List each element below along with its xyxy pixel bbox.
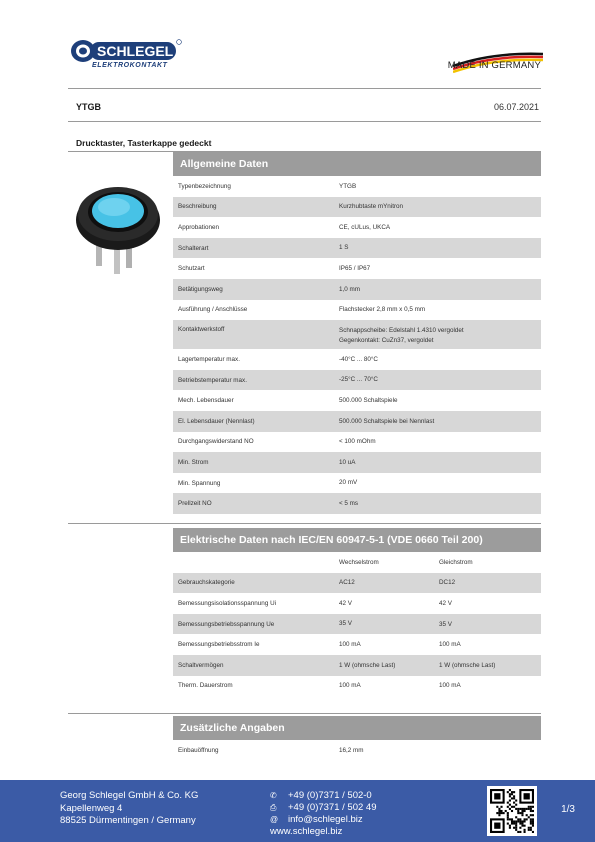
table-row [173, 573, 541, 594]
phone-number[interactable]: +49 (0)7371 / 502-0 [288, 790, 372, 801]
electrical-data-table [173, 552, 541, 696]
row-value: 16,2 mm [339, 746, 364, 754]
row-value-dc: 100 mA [439, 682, 461, 690]
table-row [173, 238, 541, 259]
header-rule [68, 88, 541, 89]
table-row [173, 217, 541, 238]
fax-number: +49 (0)7371 / 502 49 [288, 802, 377, 813]
row-value [333, 478, 541, 487]
row-label: Bemessungsbetriebsstrom Ie [178, 641, 260, 649]
row-label: Betriebstemperatur max. [178, 376, 247, 384]
row-label: Therm. Dauerstrom [178, 682, 233, 690]
row-value [333, 264, 541, 273]
table-row [173, 197, 541, 218]
general-data-table [173, 176, 541, 514]
table-row [173, 676, 541, 697]
row-value-line: -25°C ... 70°C [339, 376, 378, 384]
row-value-ac: 1 W (ohmsche Last) [339, 661, 396, 669]
additional-data-table [173, 740, 541, 761]
website-link[interactable]: www.schlegel.biz [270, 826, 343, 837]
row-value-line: < 100 mOhm [339, 438, 376, 446]
row-label: Schaltvermögen [178, 661, 224, 669]
row-value-line: 1 S [339, 244, 349, 252]
row-value-line: -40°C ... 80°C [339, 355, 378, 363]
product-image [74, 180, 162, 284]
row-value [333, 375, 541, 384]
row-value [333, 499, 541, 508]
row-label: Prellzeit NO [178, 500, 212, 508]
row-label: Schalterart [178, 244, 209, 252]
row-label: Einbauöffnung [178, 746, 219, 754]
row-value-ac: 100 mA [339, 640, 361, 648]
row-value-line: Schnappscheibe: Edelstahl 1.4310 vergoldet [339, 327, 464, 335]
row-label: Lagertemperatur max. [178, 355, 240, 363]
row-label: Mech. Lebensdauer [178, 397, 234, 405]
row-value [333, 355, 541, 364]
section-header-electrical: Elektrische Daten nach IEC/EN 60947-5-1 (VDE 0660 Teil 200) [173, 528, 541, 552]
row-value [333, 305, 541, 314]
col-header-dc: Gleichstrom [439, 558, 473, 566]
row-value [333, 285, 541, 294]
row-value [333, 437, 541, 446]
email-link[interactable]: info@schlegel.biz [288, 814, 363, 825]
qr-code[interactable] [487, 786, 537, 836]
row-value [333, 326, 541, 345]
row-value-ac: 42 V [339, 599, 352, 607]
row-value [333, 223, 541, 232]
table-row [173, 655, 541, 676]
table-row [173, 593, 541, 614]
row-value-dc: 100 mA [439, 641, 461, 649]
logo-subtext: ELEKTROKONTAKT [92, 62, 168, 69]
table-row [173, 432, 541, 453]
row-value-dc: 35 V [439, 620, 452, 628]
row-label: Beschreibung [178, 203, 217, 211]
table-row [173, 411, 541, 432]
company-city: 88525 Dürmentingen / Germany [60, 815, 196, 826]
table-row [173, 258, 541, 279]
row-label: Approbationen [178, 223, 219, 231]
doc-id: YTGB [76, 102, 102, 112]
footer [0, 780, 595, 842]
row-value-line: 500.000 Schaltspiele bei Nennlast [339, 417, 435, 425]
table-row [173, 279, 541, 300]
doc-date: 06.07.2021 [493, 102, 539, 112]
section-rule [68, 713, 541, 714]
company-name: Georg Schlegel GmbH & Co. KG [60, 790, 199, 801]
row-label: Durchgangswiderstand NO [178, 438, 254, 446]
row-value-line: IP65 / IP67 [339, 264, 371, 272]
row-value-dc: 1 W (ohmsche Last) [439, 661, 496, 669]
row-label: Schutzart [178, 265, 205, 273]
row-label: Bemessungsisolationsspannung Ui [178, 599, 277, 607]
row-label: Ausführung / Anschlüsse [178, 306, 248, 314]
section-rule [68, 523, 541, 524]
table-row [173, 176, 541, 197]
phone-icon: ✆ [270, 791, 277, 800]
table-row [173, 452, 541, 473]
table-row [173, 300, 541, 321]
row-value-line: < 5 ms [339, 499, 359, 507]
row-value [333, 396, 541, 405]
table-row [173, 320, 541, 349]
row-value-line: 10 uA [339, 458, 356, 466]
row-value [333, 417, 541, 426]
table-row [173, 740, 541, 761]
section-header-general: Allgemeine Daten [173, 152, 541, 176]
row-value-ac: 35 V [339, 620, 352, 628]
row-value-line: YTGB [339, 182, 357, 190]
row-label: Min. Strom [178, 458, 209, 466]
row-value-dc: DC12 [439, 579, 456, 587]
row-label: El. Lebensdauer (Nennlast) [178, 417, 255, 425]
row-value-line: Gegenkontakt: CuZn37, vergoldet [339, 336, 434, 344]
row-label: Min. Spannung [178, 479, 221, 487]
row-value-line: CE, cULus, UKCA [339, 223, 391, 231]
logo-text: SCHLEGEL [97, 43, 174, 59]
subheader-rule [68, 121, 541, 122]
at-icon: @ [270, 815, 279, 824]
page-number: 1/3 [561, 804, 575, 815]
table-row [173, 493, 541, 514]
row-value-line: 500.000 Schaltspiele [339, 396, 398, 404]
row-label: Typenbezeichnung [178, 182, 231, 190]
table-row [173, 614, 541, 635]
footer-address [60, 790, 198, 828]
row-label: Kontaktwerkstoff [178, 326, 225, 334]
row-value [333, 458, 541, 467]
col-header-ac: Wechselstrom [339, 558, 379, 566]
row-value-line: 20 mV [339, 479, 358, 487]
company-street: Kapellenweg 4 [60, 802, 123, 814]
row-label: Bemessungsbetriebsspannung Ue [178, 620, 275, 628]
row-value [333, 182, 541, 191]
row-label: Betätigungsweg [178, 285, 223, 293]
row-value [333, 243, 541, 252]
doc-subtitle: Drucktaster, Tasterkappe gedeckt [76, 138, 212, 148]
row-value-ac: 100 mA [339, 682, 361, 690]
row-value-line: Flachstecker 2,8 mm x 0,5 mm [339, 306, 426, 314]
table-header-row [173, 552, 541, 573]
row-label: Gebrauchskategorie [178, 579, 235, 587]
table-row [173, 473, 541, 494]
made-in-germany: MADE IN GERMANY [447, 60, 541, 71]
fax-icon: ⎙ [270, 803, 277, 812]
table-row [173, 634, 541, 655]
table-row [173, 349, 541, 370]
row-value-dc: 42 V [439, 599, 452, 607]
row-value-ac: AC12 [339, 579, 355, 587]
footer-contact [270, 790, 376, 838]
row-value-line: Kurzhubtaste mYnitron [339, 203, 404, 211]
row-value-line: 1,0 mm [339, 285, 360, 293]
table-row [173, 370, 541, 391]
row-value [333, 202, 541, 211]
section-header-additional: Zusätzliche Angaben [173, 716, 541, 740]
table-row [173, 390, 541, 411]
